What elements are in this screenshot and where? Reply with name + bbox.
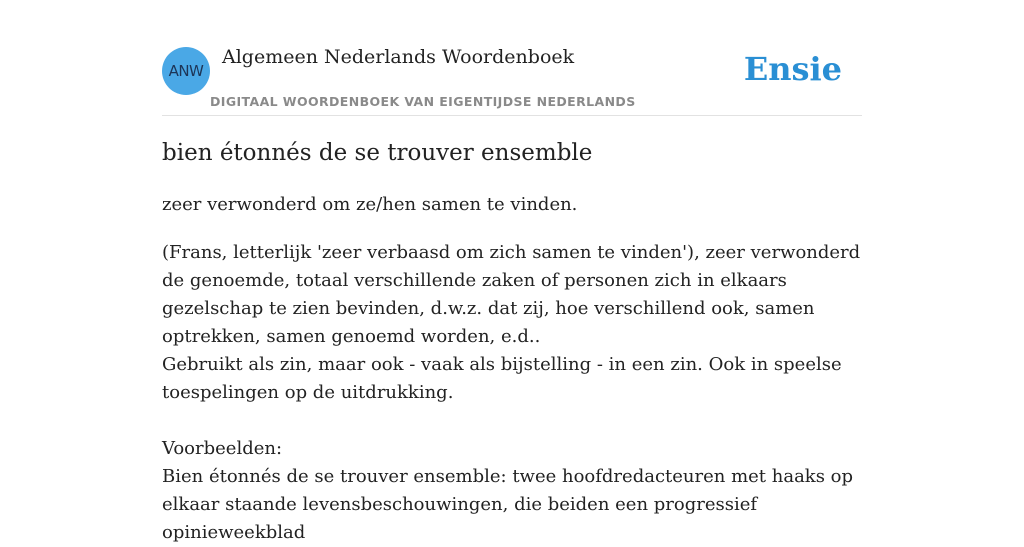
site-header [162,0,862,116]
entry-definition: zeer verwonderd om ze/hen samen te vinden. [162,194,578,215]
site-title[interactable]: Algemeen Nederlands Woordenboek [222,46,575,68]
paragraph-spacer [162,407,862,435]
entry-explanation: (Frans, letterlijk 'zeer verbaasd om zich samen te vinden'), zeer verwonderd de genoemde, totaal verschillende zaken of personen zich in elkaars gezelschap te zien bevinden, d.w.z. dat zij, hoe verschillend ook, samen optrekken, samen genoemd worden, e.d.. [162,242,861,347]
example-text: Bien étonnés de se trouver ensemble: twee hoofdredacteuren met haaks op elkaar staande levensbeschouwingen, die beiden een progressief opinieweekblad [162,466,854,543]
page-container [162,0,862,543]
entry-body [162,239,862,547]
entry-usage: Gebruikt als zin, maar ook - vaak als bijstelling - in een zin. Ook in speelse toespelingen op de uitdrukking. [162,354,842,403]
site-subtitle: DIGITAAL WOORDENBOEK VAN EIGENTIJDSE NEDERLANDS [210,94,636,109]
examples-heading: Voorbeelden: [162,438,283,459]
logo-text: ANW [168,62,204,80]
entry-title: bien étonnés de se trouver ensemble [162,140,593,166]
ensie-brand-link[interactable]: Ensie [743,50,842,88]
anw-logo[interactable] [162,47,210,95]
